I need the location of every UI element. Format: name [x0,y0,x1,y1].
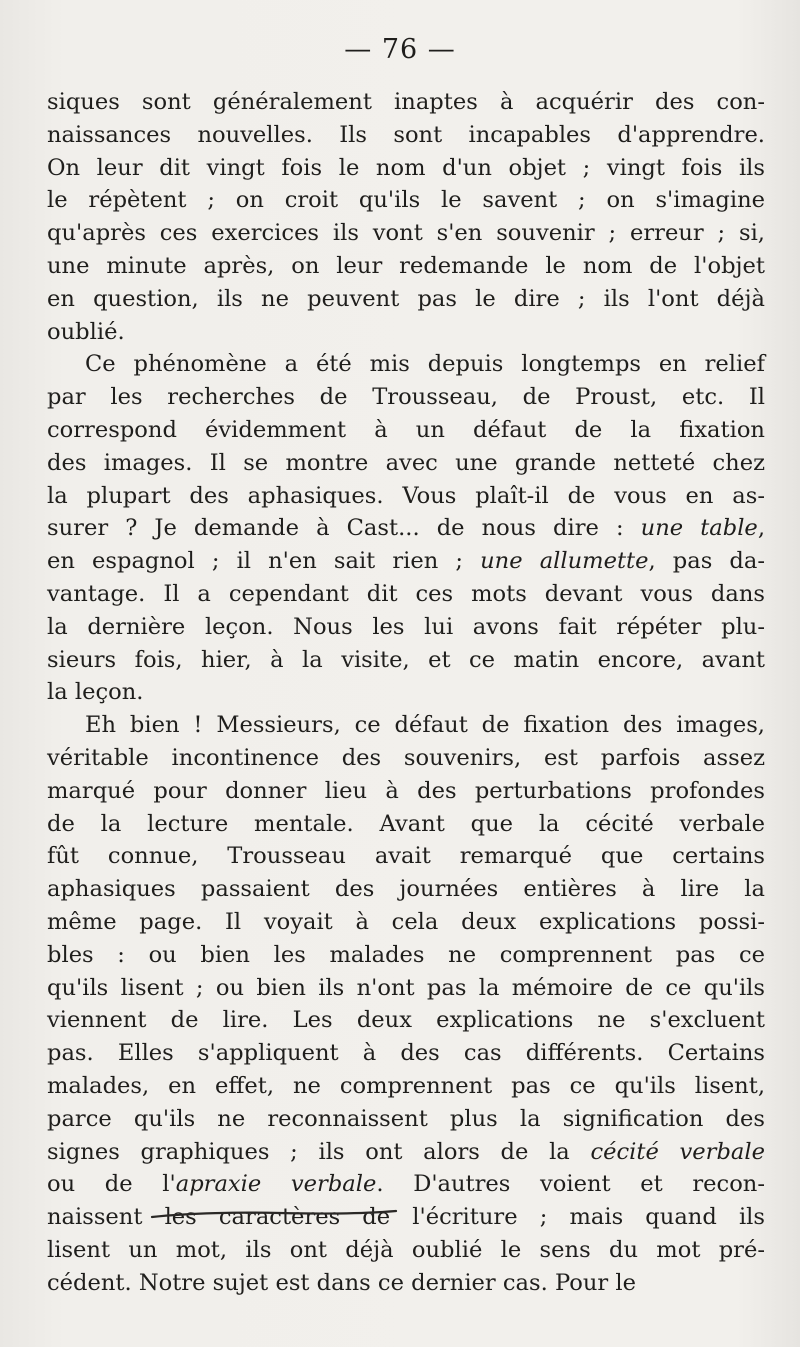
text-run: naissances nouvelles. Ils sont incapables d'apprendre. [47,121,765,148]
text-line [47,119,765,152]
text-run: oublié. [47,318,125,345]
text-line [47,184,765,217]
text-line [47,1037,765,1070]
text-run: correspond évidemment à un défaut de la fixation [47,416,765,443]
text-line [47,676,765,709]
text-run: fût connue, Trousseau avait remarqué que certains [47,843,765,870]
text-run: des images. Il se montre avec une grande netteté chez [47,449,765,476]
text-run: malades, en effet, ne comprennent pas ce qu'ils lisent, [47,1072,765,1099]
text-line [47,480,765,513]
text-line [47,775,765,808]
text-run: une minute après, on leur redemande le nom de l'objet [47,252,765,279]
text-run: On leur dit vingt fois le nom d'un objet ; vingt fois ils [47,154,765,181]
text-run: qu'ils lisent ; ou bien ils n'ont pas la mémoire de ce qu'ils [47,974,765,1001]
text-line [47,1136,765,1169]
text-line [47,348,765,381]
text-run: . D'autres voient et recon- [376,1171,765,1198]
text-line [47,381,765,414]
text-line [47,709,765,742]
text-line [47,545,765,578]
text-run: , pas da- [648,548,765,575]
text-line [47,1267,765,1300]
text-line [47,316,765,349]
text-run: marqué pour donner lieu à des perturbations profondes [47,777,765,804]
text-run: le répètent ; on croit qu'ils le savent ; on s'imagine [47,187,765,214]
text-run: Ce phénomène a été mis depuis longtemps en relief [85,351,765,378]
text-line [47,512,765,545]
text-line [47,939,765,972]
text-line [47,742,765,775]
text-line [47,1168,765,1201]
text-line [47,840,765,873]
text-run: par les recherches de Trousseau, de Proust, etc. Il [47,384,765,411]
text-run: sieurs fois, hier, à la visite, et ce matin encore, avant [47,646,765,673]
text-line [47,217,765,250]
text-run: aphasiques passaient des journées entières à lire la [47,876,765,903]
text-run: pas. Elles s'appliquent à des cas différents. Certains [47,1040,765,1067]
text-line [47,152,765,185]
text-run: , [757,515,765,542]
text-run: la plupart des aphasiques. Vous plaît-il de vous en as- [47,482,765,509]
text-line [47,86,765,119]
text-line [47,1070,765,1103]
text-line [47,1004,765,1037]
text-run: de la lecture mentale. Avant que la cécité verbale [47,810,765,837]
text-line [47,644,765,677]
text-run: ou de l' [47,1171,176,1198]
text-line [47,873,765,906]
text-run: bles : ou bien les malades ne comprennent pas ce [47,941,765,968]
text-run: vantage. Il a cependant dit ces mots devant vous dans [47,580,765,607]
italic-run: apraxie verbale [175,1171,377,1198]
text-line [47,906,765,939]
text-run: la leçon. [47,679,144,706]
text-line [47,250,765,283]
text-line [47,283,765,316]
text-line [47,1103,765,1136]
text-run: lisent un mot, ils ont déjà oublié le sens du mot pré- [47,1236,765,1263]
text-run: la dernière leçon. Nous les lui avons fait répéter plu- [47,613,765,640]
text-line [47,447,765,480]
italic-run: cécité verbale [590,1138,765,1165]
text-line [47,808,765,841]
text-line [47,1201,765,1234]
text-line [47,972,765,1005]
text-run: siques sont généralement inaptes à acquérir des con- [47,89,765,115]
text-run: en question, ils ne peuvent pas le dire ; ils l'ont déjà [47,285,765,312]
text-run: véritable incontinence des souvenirs, est parfois assez [47,744,765,771]
text-line [47,1234,765,1267]
text-run: parce qu'ils ne reconnaissent plus la signification des [47,1105,765,1132]
text-run: même page. Il voyait à cela deux explications possi- [47,908,765,935]
text-line [47,611,765,644]
text-run: surer ? Je demande à Cast... de nous dire : [47,515,641,542]
italic-run: une allumette [480,548,649,575]
page-number: — 76 — [344,34,456,65]
italic-run: une table [640,515,758,542]
text-run: en espagnol ; il n'en sait rien ; [47,548,481,575]
text-line [47,414,765,447]
body-text [47,86,765,1299]
text-run: cédent. Notre sujet est dans ce dernier cas. Pour le [47,1269,637,1296]
text-run: qu'après ces exercices ils vont s'en souvenir ; erreur ; si, [47,220,765,247]
text-run: naissent les caractères de l'écriture ; mais quand ils [47,1204,765,1231]
text-run: signes graphiques ; ils ont alors de la [47,1138,591,1165]
text-run: viennent de lire. Les deux explications ne s'excluent [47,1007,765,1034]
text-line [47,578,765,611]
text-run: Eh bien ! Messieurs, ce défaut de fixation des images, [85,712,765,739]
